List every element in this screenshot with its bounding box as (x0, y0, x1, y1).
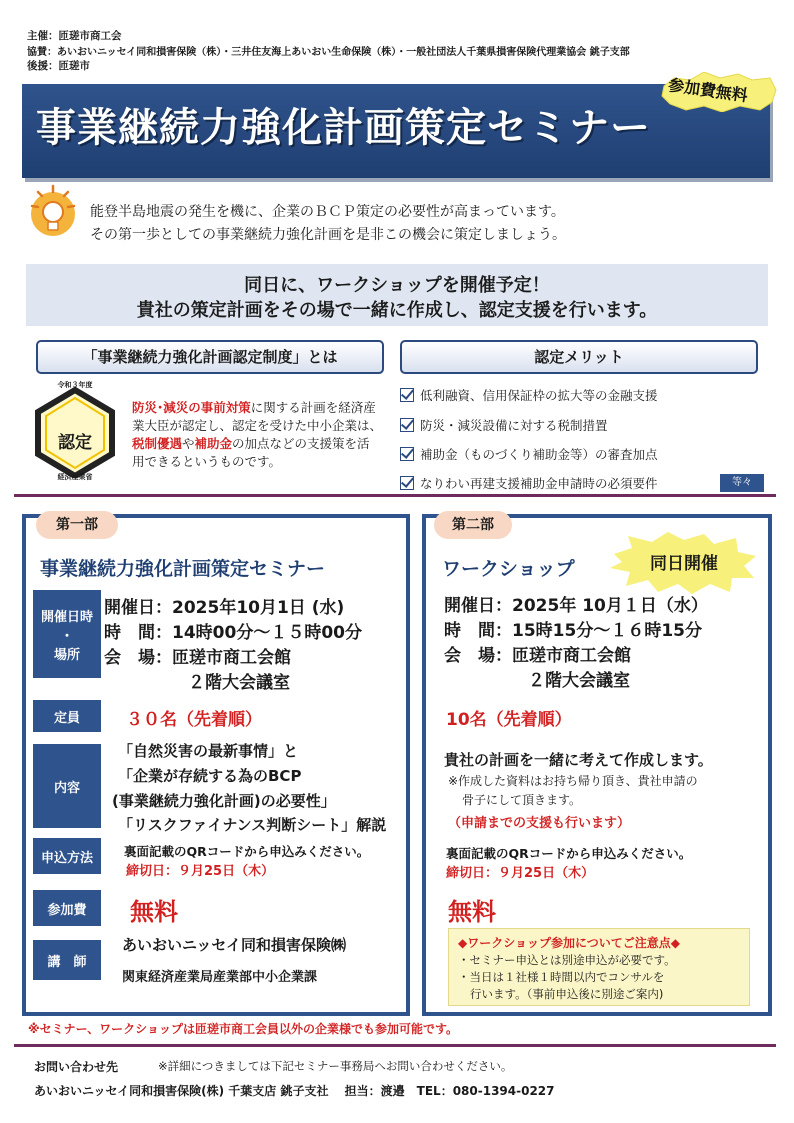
part2-room: ２階大会議室 (528, 671, 630, 691)
lightbulb-icon (30, 184, 76, 246)
contact-label: お問い合わせ先 (34, 1060, 119, 1074)
part1-room: ２階大会議室 (188, 673, 290, 693)
free-badge-text: 参加費無料 (667, 75, 749, 106)
part2-fee: 無料 (448, 898, 496, 926)
part2-tag: 第二部 (434, 511, 512, 539)
section-divider (14, 494, 776, 497)
desc-highlight-prevention: 防災･減災の事前対策 (132, 400, 251, 415)
part2-content: 貴社の計画を一緒に考えて作成します。 (444, 751, 713, 769)
system-heading: 「事業継続力強化計画認定制度」とは (36, 340, 384, 374)
part2-apply: 裏面記載のQRコードから申込みください。 (446, 846, 692, 861)
workshop-notice-line-2: 貴社の策定計画をその場で一緒に作成し、認定支援を行います。 (136, 300, 658, 321)
eligibility-notice: ※セミナー、ワークショップは匝瑳市商工会員以外の企業様でも参加可能です。 (28, 1022, 458, 1036)
caution-line-3: 行います。（事前申込後に別途ご案内) (470, 987, 664, 1001)
part2-note-1: ※作成した資料はお持ち帰り頂き、貴社申請の (448, 774, 698, 788)
part2-time: 時 間：15時15分～１６時15分 (444, 621, 702, 641)
merit-heading: 認定メリット (400, 340, 758, 374)
part1-place: 会 場：匝瑳市商工会館 (104, 648, 291, 668)
part2-place: 会 場：匝瑳市商工会館 (444, 646, 631, 666)
label-apply: 申込方法 (33, 838, 101, 874)
part1-time: 時 間：14時00分～１５時00分 (104, 623, 362, 643)
part1-deadline: 締切日：９月25日（木） (126, 864, 275, 879)
part1-content-4: 「リスクファイナンス判断シート」解説 (118, 816, 387, 834)
label-fee: 参加費 (33, 890, 101, 926)
part2-title: ワークショップ (442, 558, 575, 580)
label-datetime: 開催日時 ・ 場所 (33, 590, 101, 678)
seal-center-text: 認定 (58, 433, 92, 453)
part1-title: 事業継続力強化計画策定セミナー (40, 558, 326, 580)
label-lecturer: 講 師 (33, 940, 101, 980)
merit-item: 低利融資、信用保証枠の拡大等の金融支援 (400, 386, 658, 404)
part2-note-2: 骨子にして頂きます。 (462, 793, 582, 807)
part1-fee: 無料 (130, 898, 178, 926)
part1-date: 開催日：2025年10月1日 (水) (104, 598, 345, 618)
label-capacity: 定員 (33, 700, 101, 732)
caution-line-2: ・当日は１社様１時間以内でコンサルを (458, 970, 665, 984)
system-description (132, 399, 382, 471)
desc-text-1: に関する計画を経済産業大臣が認定し、認定を受けた中小企業は、 (132, 400, 383, 433)
etc-badge: 等々 (720, 474, 764, 492)
supporter-line: 後援：匝瑳市 (27, 60, 90, 72)
part2-date: 開催日：2025年 10月１日（水） (444, 596, 708, 616)
part1-content-2: 「企業が存続する為のBCP (118, 767, 302, 785)
desc-text-3: の加点などの支援策を活用できるというものです。 (132, 436, 370, 469)
desc-text-2: や (182, 436, 195, 451)
part1-tag: 第一部 (36, 511, 118, 539)
caution-line-1: ・セミナー申込とは別途申込が必要です。 (458, 953, 676, 967)
checkbox-icon (400, 447, 414, 461)
checkbox-icon (400, 388, 414, 402)
organizer-line: 主催：匝瑳市商工会 (27, 30, 122, 42)
intro-line-1: 能登半島地震の発生を機に、企業のＢＣＰ策定の必要性が高まっています。 (90, 204, 565, 220)
contact-company: あいおいニッセイ同和損害保険(株) 千葉支店 銚子支社 担当：渡邉 TEL：080-1394-0227 (34, 1084, 555, 1098)
part1-capacity: ３０名（先着順） (126, 710, 262, 730)
part1-apply: 裏面記載のQRコードから申込みください。 (124, 844, 370, 859)
seal-top-text: 令和３年度 (57, 381, 93, 389)
desc-highlight-tax: 税制優遇 (132, 436, 183, 451)
part1-lecturer-1: あいおいニッセイ同和損害保険㈱ (122, 936, 346, 954)
checkbox-icon (400, 476, 414, 490)
part2-deadline: 締切日：９月25日（木） (446, 866, 595, 881)
desc-highlight-subsidy: 補助金 (194, 436, 233, 451)
part1-lecturer-2: 関東経済産業局産業部中小企業課 (122, 970, 318, 985)
merit-item: 補助金（ものづくり補助金等）の審査加点 (400, 445, 658, 463)
checkbox-icon (400, 418, 414, 432)
caution-title: ◆ワークショップ参加についてご注意点◆ (458, 936, 680, 950)
part1-content-3: (事業継続力強化計画)の必要性」 (112, 792, 336, 810)
label-content: 内容 (33, 744, 101, 828)
contact-detail: ※詳細につきましては下記セミナー事務局へお問い合わせください。 (158, 1059, 513, 1073)
merit-item: なりわい再建支援補助金申請時の必須要件 (400, 474, 658, 492)
footer-divider (14, 1044, 776, 1047)
merit-item: 防災・減災設備に対する税制措置 (400, 416, 608, 434)
part2-note-3: （申請までの支援も行います） (448, 816, 631, 831)
part2-capacity: 10名（先着順） (446, 710, 572, 730)
same-day-text: 同日開催 (650, 554, 718, 574)
workshop-notice-line-1: 同日に、ワークショップを開催予定！ (244, 275, 550, 296)
intro-line-2: その第一歩としての事業継続力強化計画を是非この機会に策定しましょう。 (90, 227, 566, 243)
cosponsor-line: 協賛：あいおいニッセイ同和損害保険（株）・三井住友海上あいおい生命保険（株）・一般社団法人千葉県損害保険代理業協会 銚子支部 (27, 47, 630, 58)
seal-bottom-text: 経済産業省 (57, 473, 93, 481)
part1-content-1: 「自然災害の最新事情」と (118, 742, 299, 760)
page-title: 事業継続力強化計画策定セミナー (36, 105, 651, 151)
